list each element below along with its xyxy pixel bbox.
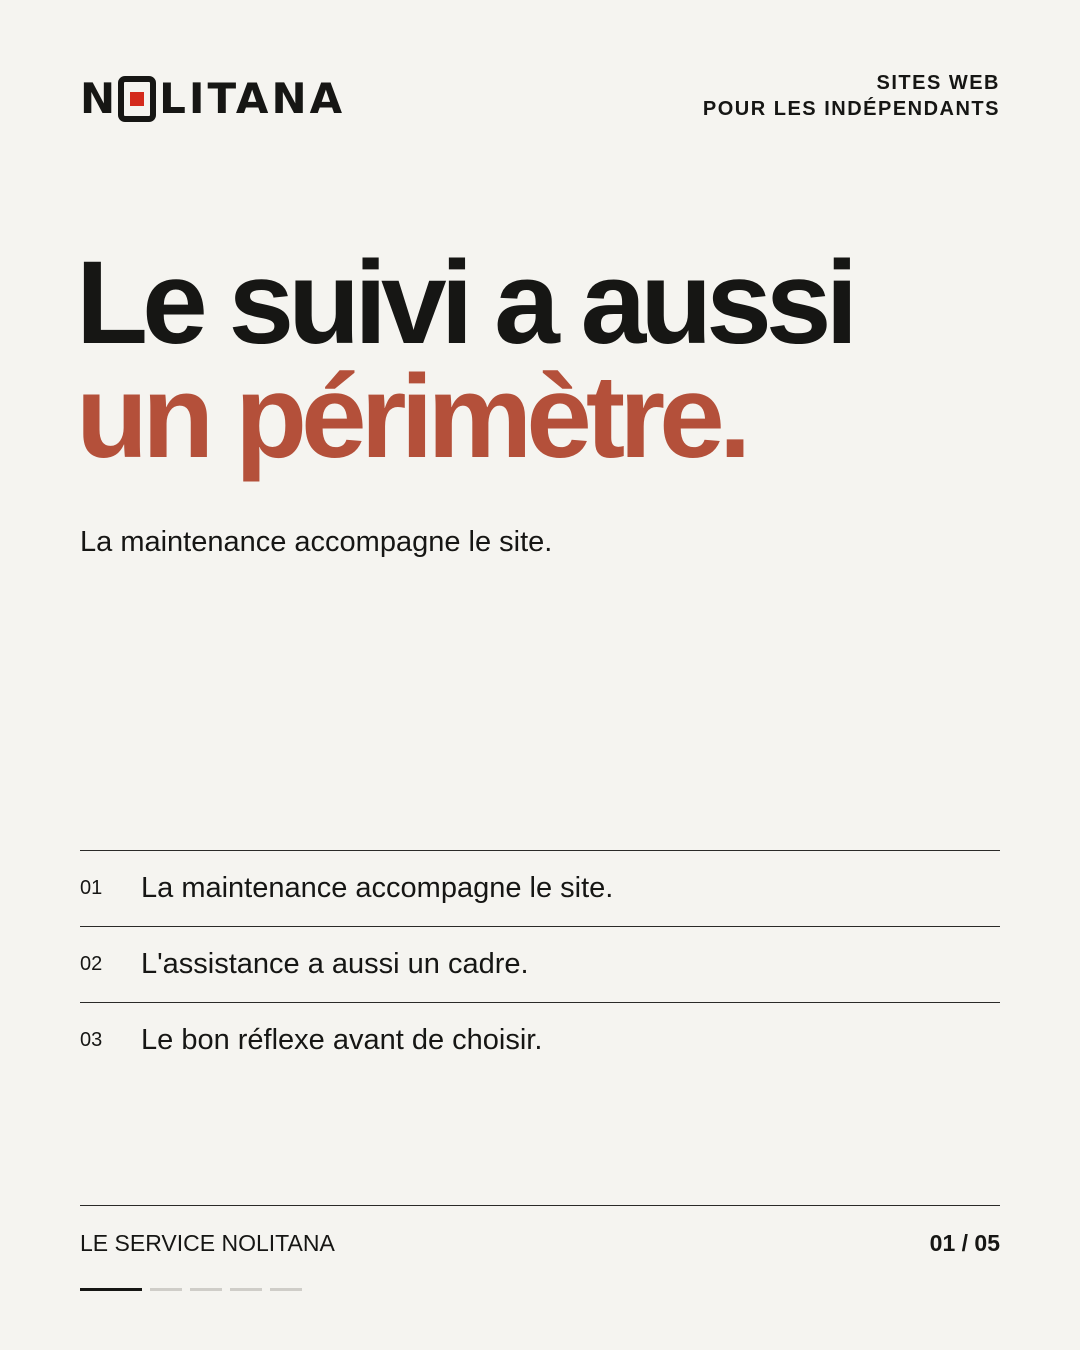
- list-item: [80, 927, 1000, 1003]
- progress-segment-active: [80, 1288, 142, 1291]
- headline-line-2-accent: un périmètre.: [76, 351, 746, 483]
- progress-segment: [150, 1288, 182, 1291]
- headline: [76, 237, 853, 483]
- brand-logo: [80, 76, 345, 122]
- list-item-number: 03: [80, 1029, 103, 1051]
- tagline: [703, 70, 1000, 122]
- list-item: [80, 851, 1000, 927]
- list-item: [80, 1003, 1000, 1078]
- tagline-line-1: SITES WEB: [876, 72, 1000, 94]
- numbered-list: [80, 850, 1000, 1078]
- logo-o-mark-icon: [118, 76, 156, 122]
- progress-segment: [190, 1288, 222, 1291]
- progress-indicator: [80, 1288, 310, 1291]
- footer: [80, 1205, 1000, 1257]
- list-item-number: 02: [80, 953, 103, 975]
- logo-letter-n: N: [80, 74, 119, 123]
- subtitle: La maintenance accompagne le site.: [80, 526, 553, 558]
- page-counter: 01 / 05: [929, 1230, 1000, 1256]
- progress-segment: [230, 1288, 262, 1291]
- list-item-text: La maintenance accompagne le site.: [141, 872, 614, 904]
- logo-wordmark-rest: LITANA: [159, 74, 346, 123]
- list-item-number: 01: [80, 877, 103, 899]
- list-item-text: L'assistance a aussi un cadre.: [141, 948, 529, 980]
- list-item-text: Le bon réflexe avant de choisir.: [141, 1024, 543, 1056]
- tagline-line-2: POUR LES INDÉPENDANTS: [702, 98, 1000, 120]
- progress-segment: [270, 1288, 302, 1291]
- headline-line-1: Le suivi a aussi: [76, 237, 853, 369]
- footer-label: LE SERVICE NOLITANA: [80, 1230, 335, 1256]
